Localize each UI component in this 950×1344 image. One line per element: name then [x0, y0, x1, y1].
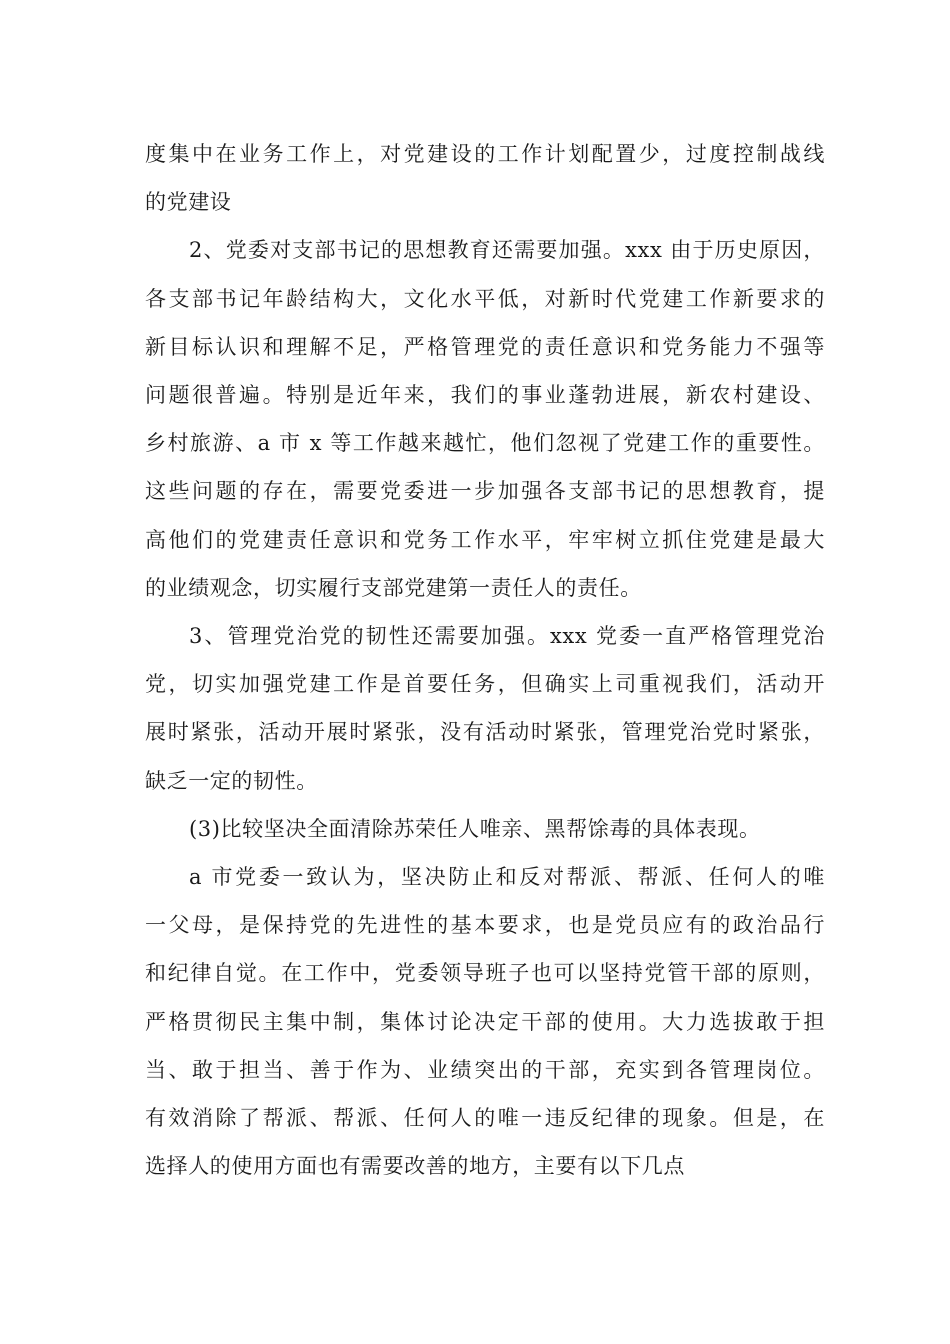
- paragraph-city-committee: [145, 853, 825, 1190]
- text-line: 的党建设: [145, 190, 232, 215]
- text-line: 有效消除了帮派、帮派、任何人的唯一违反纪律的现象。但是，在: [145, 1106, 825, 1131]
- paragraph-continued: [145, 130, 825, 226]
- paragraph-heading-3: [145, 805, 825, 853]
- text-line: 这些问题的存在，需要党委进一步加强各支部书记的思想教育，提: [145, 479, 825, 504]
- text-line: 新目标认识和理解不足，严格管理党的责任意识和党务能力不强等: [145, 334, 825, 359]
- text-line: 乡村旅游、a 市 x 等工作越来越忙，他们忽视了党建工作的重要性。: [145, 431, 825, 456]
- text-line: 各支部书记年龄结构大，文化水平低，对新时代党建工作新要求的: [145, 286, 825, 311]
- text-line: 3、管理党治党的韧性还需要加强。xxx 党委一直严格管理党治: [189, 624, 825, 649]
- document-body: [145, 130, 825, 1190]
- text-line: (3)比较坚决全面清除苏荣任人唯亲、黑帮馀毒的具体表现。: [189, 816, 761, 841]
- text-line: 问题很普遍。特别是近年来，我们的事业蓬勃进展，新农村建设、: [145, 383, 825, 408]
- text-line: 高他们的党建责任意识和党务工作水平，牢牢树立抓住党建是最大: [145, 527, 825, 552]
- text-line: 缺乏一定的韧性。: [145, 768, 318, 793]
- text-line: 当、敢于担当、善于作为、业绩突出的干部，充实到各管理岗位。: [145, 1057, 825, 1082]
- text-line: 和纪律自觉。在工作中，党委领导班子也可以坚持党管干部的原则，: [145, 961, 825, 986]
- text-line: 2、党委对支部书记的思想教育还需要加强。xxx 由于历史原因，: [189, 238, 825, 263]
- text-line: 度集中在业务工作上，对党建设的工作计划配置少，过度控制战线: [145, 142, 825, 166]
- text-line: 党，切实加强党建工作是首要任务，但确实上司重视我们，活动开: [145, 672, 825, 697]
- text-line: a 市党委一致认为，坚决防止和反对帮派、帮派、任何人的唯: [189, 865, 825, 890]
- text-line: 展时紧张，活动开展时紧张，没有活动时紧张，管理党治党时紧张，: [145, 720, 825, 745]
- text-line: 一父母，是保持党的先进性的基本要求，也是党员应有的政治品行: [145, 913, 825, 938]
- text-line: 的业绩观念，切实履行支部党建第一责任人的责任。: [145, 575, 642, 600]
- text-line: 严格贯彻民主集中制，集体讨论决定干部的使用。大力选拔敢于担: [145, 1009, 825, 1034]
- text-line: 选择人的使用方面也有需要改善的地方，主要有以下几点: [145, 1154, 685, 1179]
- paragraph-point-3: [145, 612, 825, 805]
- paragraph-point-2: [145, 226, 825, 612]
